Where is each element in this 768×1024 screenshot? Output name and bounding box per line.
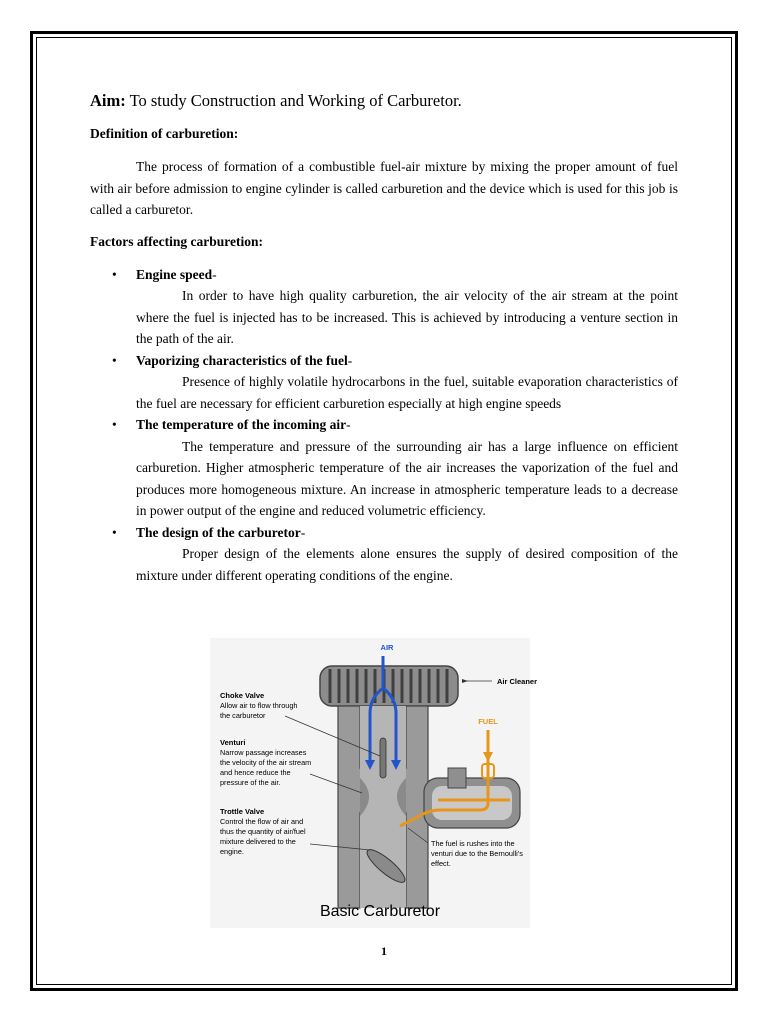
factor-item [90, 522, 678, 587]
venturi-desc-line: and hence reduce the [220, 768, 291, 777]
factor-text: The temperature and pressure of the surrounding air has a large influence on efficient carburetion. Higher atmospheric temperature of the air increases the vaporization of the fuel and produces more homogeneous mixture. An increase in atmospheric temperature leads to a decrease in power output of the engine and reduced volumetric efficiency. [136, 438, 678, 519]
aim-line [90, 90, 678, 111]
throttle-desc-line: thus the quantity of air/fuel [220, 827, 306, 836]
throttle-title: Trottle Valve [220, 807, 265, 816]
page-number: 1 [381, 944, 387, 958]
fuel-arrow-head [483, 752, 493, 762]
figure-caption: Basic Carburetor [319, 903, 441, 920]
factor-title: The design of the carburetor [136, 524, 301, 540]
fuel-inlet-housing [448, 768, 466, 788]
factors-list [90, 264, 678, 587]
choke-title: Choke Valve [220, 691, 265, 700]
fuel-note-line: effect. [431, 859, 451, 868]
carburetor-figure [210, 638, 538, 928]
venturi-desc-line: Narrow passage increases [220, 748, 307, 757]
venturi-desc-line: the velocity of the air stream [220, 758, 312, 767]
factor-title: The temperature of the incoming air [136, 417, 347, 433]
float-chamber-inner [432, 786, 512, 820]
factor-text: In order to have high quality carburetion, the air velocity of the air stream at the point where the fuel is injected has to be increased. This is achieved by introducing a venture section in the path of the air. [136, 288, 678, 347]
factor-text: Presence of highly volatile hydrocarbons in the fuel, suitable evaporation characteristics of the fuel are necessary for efficient carburetion especially at high engine speeds [136, 374, 678, 411]
air-label: AIR [380, 643, 394, 652]
venturi-title: Venturi [220, 738, 246, 747]
factor-dash: - [347, 352, 353, 368]
bullet: • [112, 352, 117, 368]
choke-valve [380, 738, 386, 778]
aim-label: Aim: [90, 91, 126, 110]
bullet: • [112, 417, 117, 433]
factor-text: Proper design of the elements alone ensures the supply of desired composition of the mixture under different operating conditions of the engine. [136, 546, 678, 583]
throttle-desc-line: engine. [220, 847, 244, 856]
factor-item [90, 264, 678, 350]
factor-title: Vaporizing characteristics of the fuel [136, 352, 348, 368]
factor-dash: - [212, 266, 217, 282]
leader-arrow [462, 679, 468, 683]
factor-dash: - [300, 524, 306, 540]
air-cleaner-label: Air Cleaner [497, 677, 538, 686]
factor-title: Engine speed [136, 266, 213, 282]
bullet: • [112, 266, 117, 282]
throttle-desc-line: Control the flow of air and [220, 817, 304, 826]
fuel-label: FUEL [478, 717, 498, 726]
choke-desc-line: the carburetor [220, 711, 266, 720]
fuel-note-line: venturi due to the Bernoulli's [431, 849, 523, 858]
factors-heading: Factors affecting carburetion: [90, 233, 263, 249]
document-body [90, 90, 678, 586]
air-cleaner [320, 666, 458, 706]
factor-item [90, 414, 678, 522]
factor-item [90, 350, 678, 415]
throttle-desc-line: mixture delivered to the [220, 837, 296, 846]
choke-desc-line: Allow air to flow through [220, 701, 298, 710]
venturi-desc-line: pressure of the air. [220, 778, 281, 787]
bullet: • [112, 524, 117, 540]
carburetor-diagram [210, 638, 538, 928]
aim-text: To study Construction and Working of Carburetor. [125, 91, 462, 110]
factor-dash: - [346, 417, 351, 433]
definition-heading: Definition of carburetion: [90, 126, 239, 142]
fuel-note-line: The fuel is rushes into the [431, 839, 515, 848]
definition-text: The process of formation of a combustible fuel-air mixture by mixing the proper amount of fuel with air before admission to engine cylinder is called carburetion and the device which is used for this job is called a carburetor. [90, 159, 678, 218]
